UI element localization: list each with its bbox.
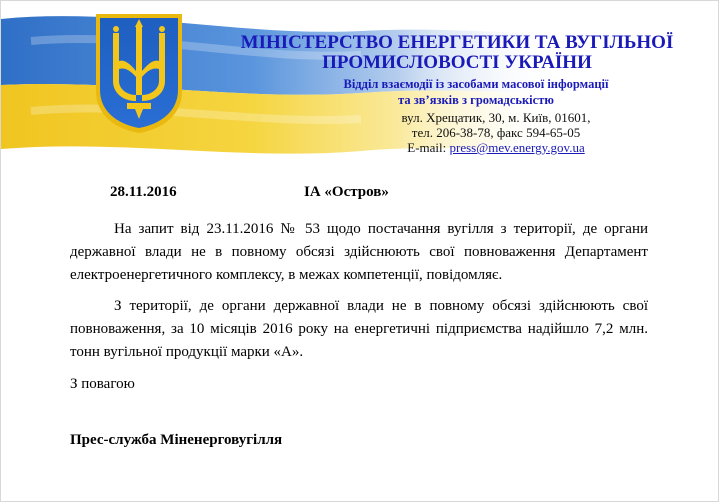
department-line1: Відділ взаємодії із засобами масової інформації xyxy=(343,77,609,91)
coat-of-arms-icon xyxy=(93,11,185,136)
ministry-title-line1: МІНІСТЕРСТВО ЕНЕРГЕТИКИ ТА ВУГІЛЬНОЇ xyxy=(240,32,674,53)
department-line2: та зв’язків з громадськістю xyxy=(398,93,554,107)
email-line xyxy=(331,140,661,155)
ministry-title-line2: ПРОМИСЛОВОСТІ УКРАЇНИ xyxy=(322,52,592,73)
letterhead xyxy=(1,1,718,169)
address-line: вул. Хрещатик, 30, м. Київ, 01601, xyxy=(401,110,591,125)
email-label: E-mail: xyxy=(407,140,450,155)
letter-recipient: ІА «Остров» xyxy=(304,184,389,200)
paragraph-answer: З території, де органи державної влади не в повному обсязі здійснюють свої повноваження, за 10 місяців 2016 року на енергетичні підприємства надійшло 7,2 млн. тонн вугільної продукції марки «А». xyxy=(70,298,648,360)
signature: Прес-служба Міненерговугілля xyxy=(70,432,283,448)
closing-greeting: З повагою xyxy=(70,376,135,392)
paragraph-request: На запит від 23.11.2016 № 53 щодо постачання вугілля з території, де органи державної влади не в повному обсязі здійснюють свої повноваження Департамент електроенергетичного комплексу, в межах компетенції, повідомляє. xyxy=(70,221,648,283)
phone-fax-line: тел. 206-38-78, факс 594-65-05 xyxy=(411,125,581,140)
email-link[interactable]: press@mev.energy.gov.ua xyxy=(449,140,585,155)
letter-date: 28.11.2016 xyxy=(110,184,177,200)
ministry-title xyxy=(201,33,713,73)
